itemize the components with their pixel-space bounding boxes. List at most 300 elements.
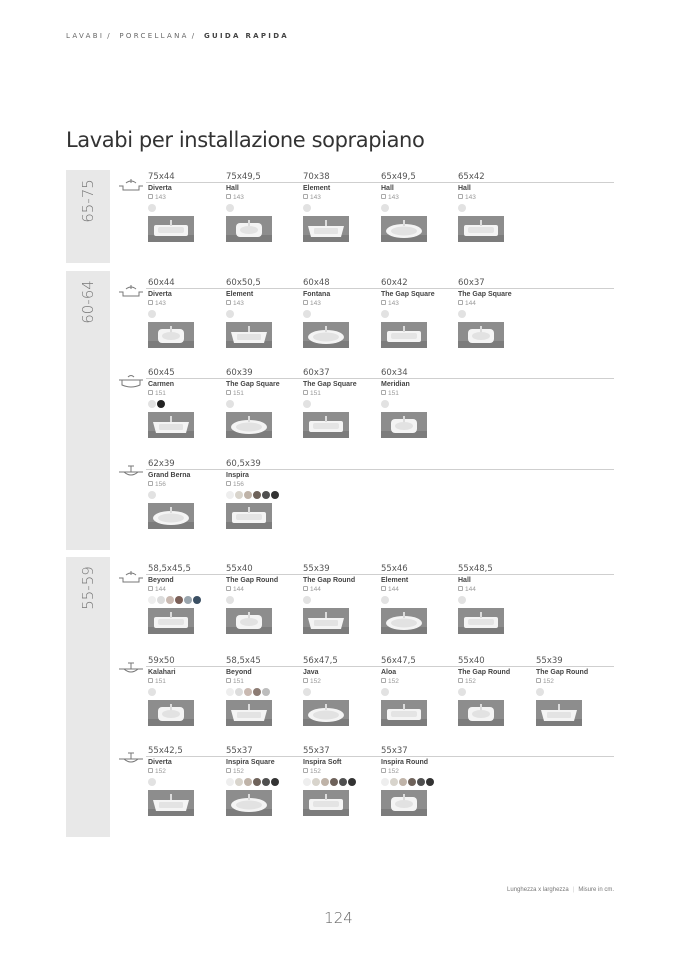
product-photo bbox=[381, 608, 427, 634]
product-photo bbox=[148, 790, 194, 816]
color-swatch bbox=[244, 491, 252, 499]
color-swatches bbox=[148, 491, 224, 499]
catalog-page-ref: 152 bbox=[226, 767, 302, 776]
page-number: 124 bbox=[324, 909, 353, 927]
color-swatches bbox=[303, 688, 379, 696]
product-name: The Gap Round bbox=[226, 577, 279, 584]
page-ref-icon bbox=[226, 300, 231, 305]
band-label: 60-64 bbox=[79, 280, 97, 324]
product-dimensions: 60x50,5 bbox=[226, 278, 261, 288]
color-swatch bbox=[253, 778, 261, 786]
color-swatch bbox=[253, 688, 261, 696]
product-photo bbox=[148, 216, 194, 242]
color-swatch bbox=[381, 596, 389, 604]
color-swatch bbox=[148, 491, 156, 499]
catalog-page-ref: 156 bbox=[226, 480, 302, 489]
product-photo bbox=[226, 503, 272, 529]
product-dimensions: 55x39 bbox=[536, 656, 563, 666]
color-swatches bbox=[148, 310, 224, 318]
color-swatch bbox=[226, 310, 234, 318]
product-photo bbox=[303, 790, 349, 816]
color-swatch bbox=[262, 688, 270, 696]
product-card[interactable] bbox=[303, 564, 379, 604]
product-photo bbox=[458, 700, 504, 726]
installation-type-icon bbox=[119, 284, 143, 298]
product-card[interactable] bbox=[303, 746, 379, 786]
color-swatch bbox=[303, 596, 311, 604]
product-name: The Gap Round bbox=[536, 669, 589, 676]
product-dimensions: 55x40 bbox=[226, 564, 253, 574]
page-ref-icon bbox=[458, 194, 463, 199]
units-note: Misure in cm. bbox=[578, 887, 614, 893]
color-swatches bbox=[226, 310, 302, 318]
product-name: Diverta bbox=[148, 759, 172, 766]
page-ref-icon bbox=[303, 586, 308, 591]
product-photo bbox=[226, 412, 272, 438]
product-name: The Gap Square bbox=[303, 381, 357, 388]
product-name: Inspira bbox=[226, 472, 249, 479]
product-dimensions: 60x37 bbox=[458, 278, 485, 288]
catalog-page-ref: 144 bbox=[381, 585, 457, 594]
page-ref-icon bbox=[458, 586, 463, 591]
color-swatch bbox=[381, 204, 389, 212]
product-photo bbox=[458, 608, 504, 634]
page-ref-icon bbox=[226, 194, 231, 199]
color-swatches bbox=[148, 596, 224, 604]
catalog-page-ref: 151 bbox=[148, 677, 224, 686]
color-swatches bbox=[458, 310, 534, 318]
catalog-page-ref: 152 bbox=[148, 767, 224, 776]
product-dimensions: 75x44 bbox=[148, 172, 175, 182]
size-band-65-75 bbox=[66, 170, 110, 263]
color-swatch bbox=[262, 778, 270, 786]
color-swatches bbox=[381, 204, 457, 212]
color-swatch bbox=[458, 596, 466, 604]
color-swatches bbox=[226, 400, 302, 408]
page-ref-icon bbox=[226, 390, 231, 395]
catalog-page-ref: 143 bbox=[381, 299, 457, 308]
product-name: Hall bbox=[226, 185, 239, 192]
product-name: Inspira Square bbox=[226, 759, 275, 766]
product-name: The Gap Round bbox=[303, 577, 356, 584]
footer-note: Lunghezza x larghezza | Misure in cm. bbox=[507, 887, 614, 893]
color-swatch bbox=[458, 310, 466, 318]
color-swatch bbox=[148, 204, 156, 212]
color-swatch bbox=[348, 778, 356, 786]
color-swatch bbox=[303, 204, 311, 212]
product-dimensions: 60x42 bbox=[381, 278, 408, 288]
color-swatch bbox=[321, 778, 329, 786]
color-swatch bbox=[226, 400, 234, 408]
product-card[interactable] bbox=[303, 368, 379, 408]
product-dimensions: 55x37 bbox=[381, 746, 408, 756]
color-swatch bbox=[226, 778, 234, 786]
page-ref-icon bbox=[148, 194, 153, 199]
color-swatch bbox=[148, 596, 156, 604]
color-swatches bbox=[381, 310, 457, 318]
color-swatches bbox=[303, 204, 379, 212]
product-dimensions: 60x48 bbox=[303, 278, 330, 288]
color-swatch bbox=[148, 400, 156, 408]
catalog-page-ref: 144 bbox=[458, 585, 534, 594]
product-photo bbox=[226, 790, 272, 816]
color-swatch bbox=[157, 400, 165, 408]
color-swatches bbox=[458, 688, 534, 696]
product-photo bbox=[381, 412, 427, 438]
product-dimensions: 60x34 bbox=[381, 368, 408, 378]
page-title: Lavabi per installazione soprapiano bbox=[66, 128, 425, 152]
color-swatch bbox=[417, 778, 425, 786]
product-dimensions: 55x40 bbox=[458, 656, 485, 666]
product-card[interactable] bbox=[458, 656, 534, 696]
catalog-page-ref: 143 bbox=[148, 193, 224, 202]
color-swatch bbox=[408, 778, 416, 786]
product-card[interactable] bbox=[536, 656, 612, 696]
catalog-page-ref: 156 bbox=[148, 480, 224, 489]
catalog-page-ref: 143 bbox=[303, 193, 379, 202]
color-swatch bbox=[235, 778, 243, 786]
size-band-55-59 bbox=[66, 557, 110, 837]
color-swatch bbox=[312, 778, 320, 786]
color-swatches bbox=[536, 688, 612, 696]
catalog-page-ref: 152 bbox=[303, 677, 379, 686]
product-card[interactable] bbox=[458, 278, 534, 318]
product-dimensions: 55x39 bbox=[303, 564, 330, 574]
product-card[interactable] bbox=[226, 656, 302, 696]
product-name: Aloa bbox=[381, 669, 397, 676]
catalog-page-ref: 151 bbox=[226, 389, 302, 398]
installation-type-icon bbox=[119, 465, 143, 479]
color-swatch bbox=[271, 491, 279, 499]
product-card[interactable] bbox=[226, 278, 302, 318]
product-name: Diverta bbox=[148, 185, 172, 192]
product-photo bbox=[226, 608, 272, 634]
product-name: Inspira Soft bbox=[303, 759, 342, 766]
catalog-page-ref: 152 bbox=[381, 677, 457, 686]
color-swatch bbox=[271, 778, 279, 786]
product-card[interactable] bbox=[381, 368, 457, 408]
color-swatch bbox=[381, 688, 389, 696]
product-dimensions: 60,5x39 bbox=[226, 459, 261, 469]
catalog-page-ref: 151 bbox=[381, 389, 457, 398]
color-swatches bbox=[303, 400, 379, 408]
color-swatch bbox=[381, 310, 389, 318]
color-swatches bbox=[303, 778, 379, 786]
breadcrumb-item: LAVABI bbox=[66, 32, 105, 40]
product-photo bbox=[148, 412, 194, 438]
product-dimensions: 56x47,5 bbox=[303, 656, 338, 666]
product-dimensions: 55x48,5 bbox=[458, 564, 493, 574]
color-swatch bbox=[235, 491, 243, 499]
product-card[interactable] bbox=[226, 564, 302, 604]
product-card[interactable] bbox=[226, 172, 302, 212]
product-name: The Gap Square bbox=[226, 381, 280, 388]
product-photo bbox=[381, 216, 427, 242]
catalog-page-ref: 143 bbox=[148, 299, 224, 308]
page-ref-icon bbox=[148, 678, 153, 683]
product-photo bbox=[148, 503, 194, 529]
page-ref-icon bbox=[226, 481, 231, 486]
size-band-60-64 bbox=[66, 271, 110, 550]
product-name: Element bbox=[303, 185, 331, 192]
product-photo bbox=[303, 216, 349, 242]
product-name: Hall bbox=[458, 577, 471, 584]
product-dimensions: 60x44 bbox=[148, 278, 175, 288]
product-card[interactable] bbox=[226, 746, 302, 786]
legend-text: Lunghezza x larghezza bbox=[507, 887, 569, 893]
color-swatches bbox=[381, 688, 457, 696]
color-swatch bbox=[148, 688, 156, 696]
color-swatch bbox=[303, 400, 311, 408]
product-name: Element bbox=[226, 291, 254, 298]
color-swatch bbox=[226, 596, 234, 604]
product-card[interactable] bbox=[226, 368, 302, 408]
color-swatch bbox=[458, 204, 466, 212]
band-label: 65-75 bbox=[79, 179, 97, 223]
product-name: Inspira Round bbox=[381, 759, 429, 766]
product-dimensions: 55x37 bbox=[226, 746, 253, 756]
breadcrumb-item: PORCELLANA bbox=[119, 32, 189, 40]
catalog-page-ref: 144 bbox=[303, 585, 379, 594]
product-card[interactable] bbox=[148, 564, 224, 604]
product-dimensions: 55x42,5 bbox=[148, 746, 183, 756]
product-name: Hall bbox=[458, 185, 471, 192]
color-swatch bbox=[330, 778, 338, 786]
page-ref-icon bbox=[148, 586, 153, 591]
band-label: 55-59 bbox=[79, 566, 97, 610]
product-photo bbox=[148, 322, 194, 348]
page-ref-icon bbox=[381, 390, 386, 395]
product-name: The Gap Square bbox=[458, 291, 512, 298]
color-swatch bbox=[253, 491, 261, 499]
product-name: Fontana bbox=[303, 291, 331, 298]
product-card[interactable] bbox=[458, 564, 534, 604]
page-ref-icon bbox=[148, 300, 153, 305]
product-card[interactable] bbox=[381, 564, 457, 604]
catalog-page-ref: 143 bbox=[226, 193, 302, 202]
page-ref-icon bbox=[226, 678, 231, 683]
catalog-page-ref: 151 bbox=[303, 389, 379, 398]
color-swatches bbox=[226, 491, 302, 499]
product-dimensions: 59x50 bbox=[148, 656, 175, 666]
page-ref-icon bbox=[148, 390, 153, 395]
color-swatch bbox=[390, 778, 398, 786]
product-photo bbox=[458, 322, 504, 348]
page-ref-icon bbox=[381, 678, 386, 683]
product-name: Java bbox=[303, 669, 319, 676]
catalog-page-ref: 143 bbox=[226, 299, 302, 308]
color-swatch bbox=[193, 596, 201, 604]
product-dimensions: 55x46 bbox=[381, 564, 408, 574]
product-photo bbox=[148, 608, 194, 634]
page-ref-icon bbox=[381, 300, 386, 305]
product-card[interactable] bbox=[148, 656, 224, 696]
product-photo bbox=[381, 322, 427, 348]
product-card[interactable] bbox=[303, 172, 379, 212]
product-photo bbox=[536, 700, 582, 726]
product-card[interactable] bbox=[148, 172, 224, 212]
product-photo bbox=[303, 700, 349, 726]
page-ref-icon bbox=[303, 678, 308, 683]
color-swatch bbox=[235, 688, 243, 696]
product-card[interactable] bbox=[458, 172, 534, 212]
installation-type-icon bbox=[119, 752, 143, 766]
color-swatches bbox=[226, 204, 302, 212]
catalog-page-ref: 143 bbox=[381, 193, 457, 202]
product-dimensions: 62x39 bbox=[148, 459, 175, 469]
color-swatch bbox=[339, 778, 347, 786]
color-swatches bbox=[148, 204, 224, 212]
page-ref-icon bbox=[381, 768, 386, 773]
product-card[interactable] bbox=[148, 278, 224, 318]
product-photo bbox=[148, 700, 194, 726]
product-name: Beyond bbox=[148, 577, 174, 584]
product-dimensions: 58,5x45,5 bbox=[148, 564, 191, 574]
installation-type-icon bbox=[119, 662, 143, 676]
color-swatches bbox=[458, 596, 534, 604]
page-ref-icon bbox=[148, 768, 153, 773]
color-swatch bbox=[244, 778, 252, 786]
breadcrumb-current: GUIDA RAPIDA bbox=[203, 32, 290, 40]
product-photo bbox=[303, 608, 349, 634]
color-swatches bbox=[148, 688, 224, 696]
color-swatch bbox=[303, 778, 311, 786]
product-photo bbox=[303, 322, 349, 348]
product-name: The Gap Square bbox=[381, 291, 435, 298]
page-ref-icon bbox=[303, 768, 308, 773]
color-swatch bbox=[175, 596, 183, 604]
product-name: Hall bbox=[381, 185, 394, 192]
product-name: The Gap Round bbox=[458, 669, 511, 676]
page-ref-icon bbox=[381, 194, 386, 199]
color-swatch bbox=[536, 688, 544, 696]
product-card[interactable] bbox=[303, 656, 379, 696]
product-dimensions: 58,5x45 bbox=[226, 656, 261, 666]
color-swatch bbox=[226, 491, 234, 499]
product-card[interactable] bbox=[381, 172, 457, 212]
installation-type-icon bbox=[119, 178, 143, 192]
product-card[interactable] bbox=[381, 656, 457, 696]
product-card[interactable] bbox=[148, 368, 224, 408]
product-dimensions: 65x49,5 bbox=[381, 172, 416, 182]
page-ref-icon bbox=[226, 586, 231, 591]
installation-type-icon bbox=[119, 570, 143, 584]
page-ref-icon bbox=[148, 481, 153, 486]
color-swatches bbox=[303, 596, 379, 604]
color-swatches bbox=[226, 596, 302, 604]
color-swatch bbox=[426, 778, 434, 786]
installation-type-icon bbox=[119, 374, 143, 388]
product-dimensions: 60x37 bbox=[303, 368, 330, 378]
catalog-page-ref: 152 bbox=[458, 677, 534, 686]
product-name: Beyond bbox=[226, 669, 252, 676]
product-dimensions: 60x45 bbox=[148, 368, 175, 378]
product-photo bbox=[226, 216, 272, 242]
product-name: Diverta bbox=[148, 291, 172, 298]
catalog-page-ref: 152 bbox=[303, 767, 379, 776]
color-swatch bbox=[262, 491, 270, 499]
product-name: Meridian bbox=[381, 381, 410, 388]
page-ref-icon bbox=[303, 390, 308, 395]
product-photo bbox=[458, 216, 504, 242]
product-dimensions: 55x37 bbox=[303, 746, 330, 756]
product-dimensions: 75x49,5 bbox=[226, 172, 261, 182]
catalog-page-ref: 144 bbox=[148, 585, 224, 594]
page-ref-icon bbox=[381, 586, 386, 591]
page-ref-icon bbox=[226, 768, 231, 773]
page-ref-icon bbox=[536, 678, 541, 683]
page-ref-icon bbox=[303, 194, 308, 199]
color-swatch bbox=[244, 688, 252, 696]
color-swatches bbox=[226, 778, 302, 786]
page-ref-icon bbox=[458, 678, 463, 683]
product-card[interactable] bbox=[226, 459, 302, 499]
color-swatches bbox=[458, 204, 534, 212]
catalog-page-ref: 143 bbox=[303, 299, 379, 308]
page-ref-icon bbox=[303, 300, 308, 305]
color-swatch bbox=[303, 310, 311, 318]
catalog-page-ref: 152 bbox=[381, 767, 457, 776]
color-swatch bbox=[458, 688, 466, 696]
breadcrumb: LAVABI / PORCELLANA / GUIDA RAPIDA bbox=[66, 32, 290, 40]
product-card[interactable] bbox=[148, 459, 224, 499]
product-photo bbox=[226, 700, 272, 726]
catalog-page-ref: 144 bbox=[458, 299, 534, 308]
color-swatches bbox=[148, 778, 224, 786]
product-name: Carmen bbox=[148, 381, 175, 388]
color-swatches bbox=[381, 596, 457, 604]
catalog-page-ref: 143 bbox=[458, 193, 534, 202]
color-swatch bbox=[381, 778, 389, 786]
color-swatch bbox=[166, 596, 174, 604]
page-ref-icon bbox=[458, 300, 463, 305]
catalog-page-ref: 151 bbox=[148, 389, 224, 398]
product-name: Kalahari bbox=[148, 669, 176, 676]
product-photo bbox=[381, 790, 427, 816]
color-swatch bbox=[157, 596, 165, 604]
color-swatch bbox=[399, 778, 407, 786]
color-swatch bbox=[226, 204, 234, 212]
product-name: Element bbox=[381, 577, 409, 584]
color-swatches bbox=[148, 400, 224, 408]
product-card[interactable] bbox=[381, 278, 457, 318]
color-swatch bbox=[148, 778, 156, 786]
product-card[interactable] bbox=[148, 746, 224, 786]
product-photo bbox=[381, 700, 427, 726]
product-dimensions: 65x42 bbox=[458, 172, 485, 182]
catalog-page-ref: 144 bbox=[226, 585, 302, 594]
product-card[interactable] bbox=[303, 278, 379, 318]
color-swatches bbox=[381, 778, 457, 786]
color-swatches bbox=[381, 400, 457, 408]
color-swatch bbox=[226, 688, 234, 696]
product-card[interactable] bbox=[381, 746, 457, 786]
color-swatches bbox=[303, 310, 379, 318]
color-swatch bbox=[381, 400, 389, 408]
color-swatch bbox=[148, 310, 156, 318]
product-photo bbox=[226, 322, 272, 348]
product-photo bbox=[303, 412, 349, 438]
product-dimensions: 56x47,5 bbox=[381, 656, 416, 666]
catalog-page-ref: 152 bbox=[536, 677, 612, 686]
product-name: Grand Berna bbox=[148, 472, 191, 479]
color-swatch bbox=[303, 688, 311, 696]
catalog-page-ref: 151 bbox=[226, 677, 302, 686]
product-dimensions: 70x38 bbox=[303, 172, 330, 182]
color-swatches bbox=[226, 688, 302, 696]
product-dimensions: 60x39 bbox=[226, 368, 253, 378]
color-swatch bbox=[184, 596, 192, 604]
